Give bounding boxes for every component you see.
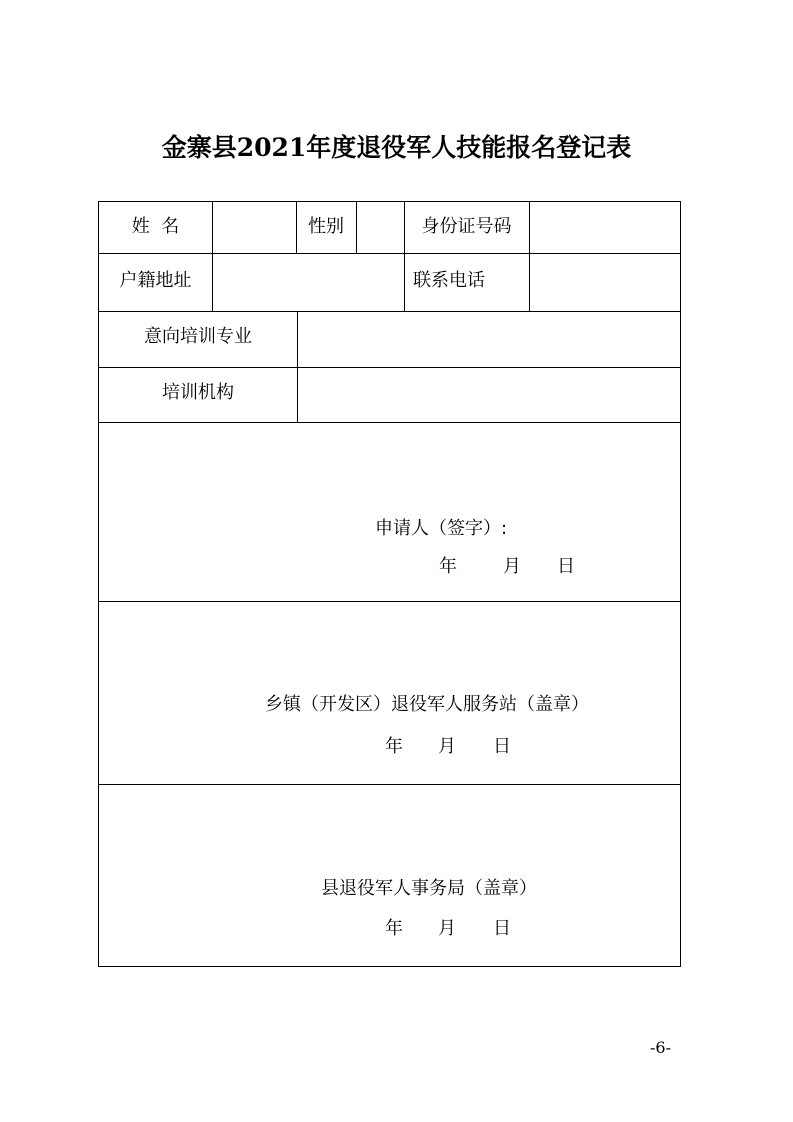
row-divider: [99, 311, 680, 312]
training-institution-field[interactable]: [298, 384, 680, 404]
page-number: -6-: [650, 1038, 671, 1057]
address-label: 户籍地址: [119, 270, 192, 291]
name-field[interactable]: [213, 218, 296, 238]
training-major-label: 意向培训专业: [144, 326, 252, 347]
county-date-year: 年: [385, 918, 403, 939]
gender-label: 性别: [308, 216, 344, 237]
township-date-year: 年: [385, 736, 403, 757]
township-date-day: 日: [493, 736, 511, 757]
row-divider: [99, 422, 680, 423]
township-seal-label: 乡镇（开发区）退役军人服务站（盖章）: [265, 694, 589, 715]
applicant-date-month: 月: [503, 556, 521, 577]
gender-field[interactable]: [357, 218, 404, 238]
training-institution-label: 培训机构: [162, 382, 234, 403]
applicant-date-day: 日: [557, 556, 575, 577]
name-label: 姓 名: [131, 216, 180, 237]
applicant-signature-label: 申请人（签字）:: [375, 518, 508, 539]
phone-label: 联系电话: [413, 270, 485, 291]
township-date-month: 月: [438, 736, 456, 757]
training-major-field[interactable]: [298, 328, 680, 348]
row-divider: [99, 601, 680, 602]
county-date-day: 日: [493, 918, 511, 939]
county-date-month: 月: [438, 918, 456, 939]
form-title: 金寨县2021年度退役军人技能报名登记表: [161, 133, 632, 162]
county-seal-label: 县退役军人事务局（盖章）: [321, 878, 537, 899]
row-divider: [99, 367, 680, 368]
applicant-date-year: 年: [439, 556, 457, 577]
address-field[interactable]: [213, 272, 404, 292]
phone-field[interactable]: [530, 272, 680, 292]
row-divider: [99, 253, 680, 254]
id-number-label: 身份证号码: [421, 216, 512, 237]
id-number-field[interactable]: [530, 218, 680, 238]
registration-form-table: [98, 201, 681, 967]
row-divider: [99, 784, 680, 785]
